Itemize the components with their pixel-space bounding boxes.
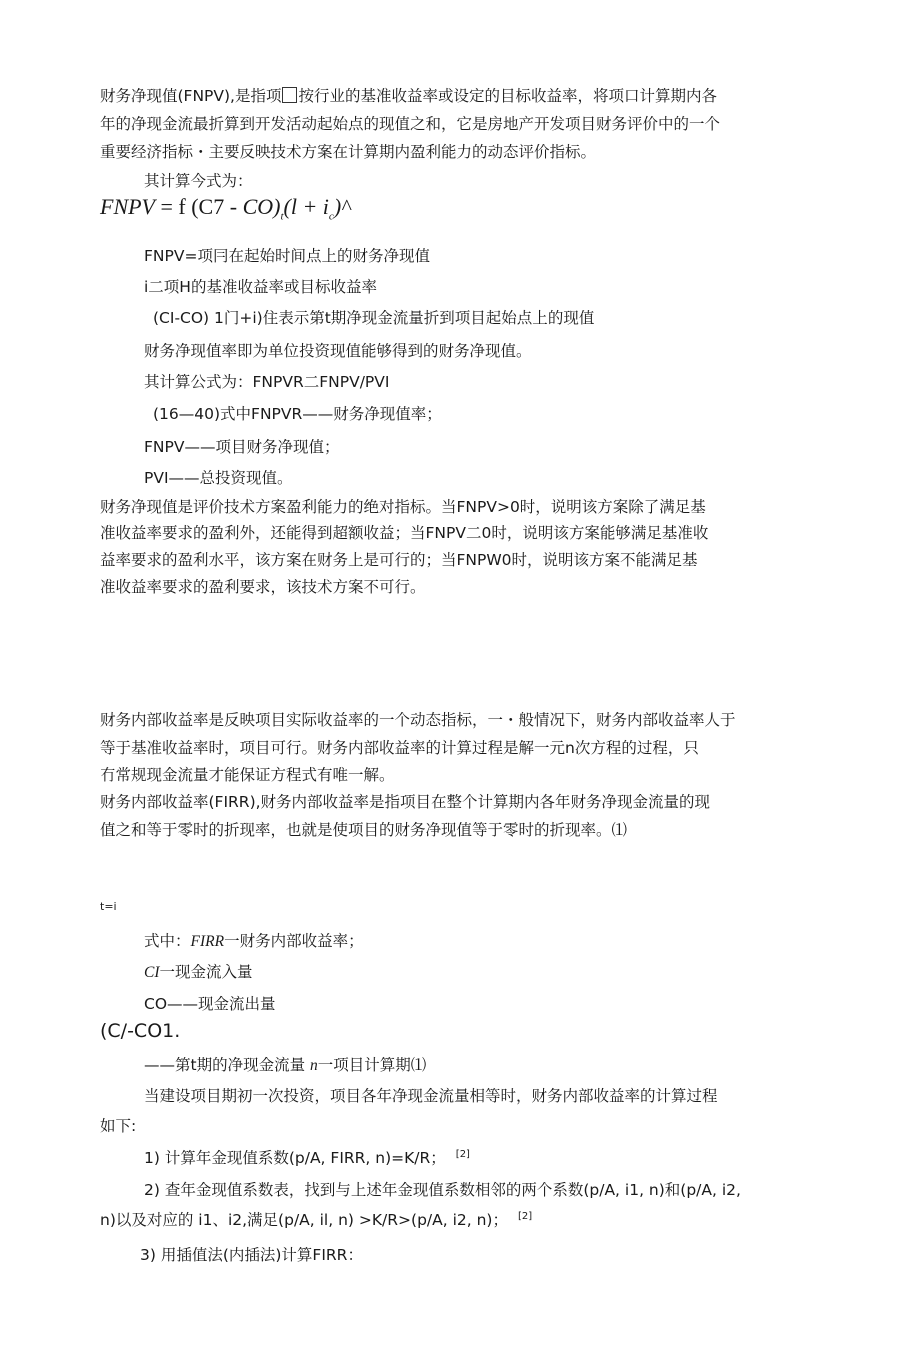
step-line xyxy=(144,1180,741,1200)
fnpv-formula xyxy=(100,194,350,229)
italic-term: n xyxy=(310,1057,318,1074)
formula-subscript: c xyxy=(328,210,334,223)
step-line xyxy=(144,1148,470,1171)
step-text: n)以及对应的 i1、i2,满足(p/A, il, n) >K/R>(p/A, i2, n)； xyxy=(100,1211,508,1229)
formula-part: FNPV xyxy=(100,194,155,219)
step-text: 2) 查年金现值系数表，找到与上述年金现值系数相邻的两个系数(p/A, i1, n)和(p/A, i2, xyxy=(144,1181,741,1199)
firr-definition xyxy=(144,931,364,952)
text-fragment: 一现金流入量 xyxy=(159,963,253,981)
cico-expression: (C/-CO1. xyxy=(100,1020,181,1042)
italic-term: CI xyxy=(144,964,160,981)
co-definition: CO——现金流出量 xyxy=(144,995,276,1013)
paragraph-line: 年的净现金流最折算到开发活动起始点的现值之和，它是房地产开发项目财务评价中的一个 xyxy=(100,115,721,133)
citation-ref: [2] xyxy=(455,1149,470,1160)
text-fragment: 按行业的基准收益率或设定的目标收益率，将项口计算期内各 xyxy=(298,87,717,105)
paragraph-line: 财务内部收益率是反映项目实际收益率的一个动态指标，一・般情况下，财务内部收益率人于 xyxy=(100,711,736,729)
paragraph-line: 当建设项目期初一次投资，项目各年净现金流量相等时，财务内部收益率的计算过程 xyxy=(144,1087,718,1105)
citation-ref: [2] xyxy=(517,1211,533,1222)
paragraph-line: 等于基准收益率时，项目可行。财务内部收益率的计算过程是解一元n次方程的过程，只 xyxy=(100,739,699,757)
formula-index-label: t=i xyxy=(100,900,117,913)
formula-intro: 其计算今式为： xyxy=(144,172,253,190)
paragraph-line: 益率要求的盈利水平，该方案在财务上是可行的；当FNPW0时，说明该方案不能满足基 xyxy=(100,551,698,569)
step-text: 3) 用插值法(内插法)计算FIRR： xyxy=(140,1246,363,1264)
paragraph-line: 重要经济指标・主要反映技术方案在计算期内盈利能力的动态评价指标。 xyxy=(100,143,597,161)
text-fragment: 式中： xyxy=(144,932,191,950)
text-fragment: 一项目计算期⑴ xyxy=(317,1056,427,1074)
flow-definition xyxy=(144,1055,426,1076)
formula-part: (l + i xyxy=(283,194,329,219)
step-line xyxy=(140,1245,363,1265)
paragraph-line: 准收益率要求的盈利外，还能得到超额收益；当FNPV二0时，说明该方案能够满足基准收 xyxy=(100,524,709,542)
paragraph-line: 值之和等于零时的折现率，也就是使项目的财务净现值等于零时的折现率。⑴ xyxy=(100,821,628,839)
text-fragment: ——第t期的净现金流量 xyxy=(144,1056,311,1074)
paragraph-line: 冇常规现金流量才能保证方程式有唯一解。 xyxy=(100,766,395,784)
paragraph-line xyxy=(100,86,717,106)
italic-term: FIRR xyxy=(190,933,225,950)
paragraph-line: 财务净现值是评价技术方案盈利能力的绝对指标。当FNPV>0时，说明该方案除了满足基 xyxy=(100,498,706,516)
definition-line: i二项H的基准收益率或目标收益率 xyxy=(144,278,377,296)
formula-part: CO) xyxy=(242,194,281,219)
ci-definition xyxy=(144,962,253,983)
definition-line: FNPV——项目财务净现值； xyxy=(144,438,340,456)
paragraph-line: 如下: xyxy=(100,1117,137,1135)
formula-part: = f (C7 - xyxy=(155,194,243,219)
paragraph-line: 财务内部收益率(FIRR),财务内部收益率是指项目在整个计算期内各年财务净现金流量的现 xyxy=(100,793,711,811)
definition-line: PVI——总投资现值。 xyxy=(144,469,293,487)
step-text: 1) 计算年金现值系数(p/A, FIRR, n)=K/R； xyxy=(144,1149,446,1167)
paragraph-line: 准收益率要求的盈利要求，该技术方案不可行。 xyxy=(100,578,426,596)
definition-line: 财务净现值率即为单位投资现值能够得到的财务净现值。 xyxy=(144,342,532,360)
definition-line: (CI-CO) 1门+i)住表示第t期净现金流量折到项目起始点上的现值 xyxy=(153,309,595,327)
step-line xyxy=(100,1210,532,1233)
formula-subscript: t xyxy=(280,210,284,223)
text-fragment: 财务净现值(FNPV),是指项 xyxy=(100,87,282,105)
definition-line: (16—40)式中FNPVR——财务净现值率； xyxy=(153,405,442,423)
formula-part: )^ xyxy=(333,194,351,219)
definition-line: 其计算公式为：FNPVR二FNPV/PVI xyxy=(144,373,390,391)
definition-line: FNPV=项冃在起始时间点上的财务净现值 xyxy=(144,247,430,265)
missing-glyph-box xyxy=(282,87,297,103)
text-fragment: 一财务内部收益率； xyxy=(224,932,364,950)
